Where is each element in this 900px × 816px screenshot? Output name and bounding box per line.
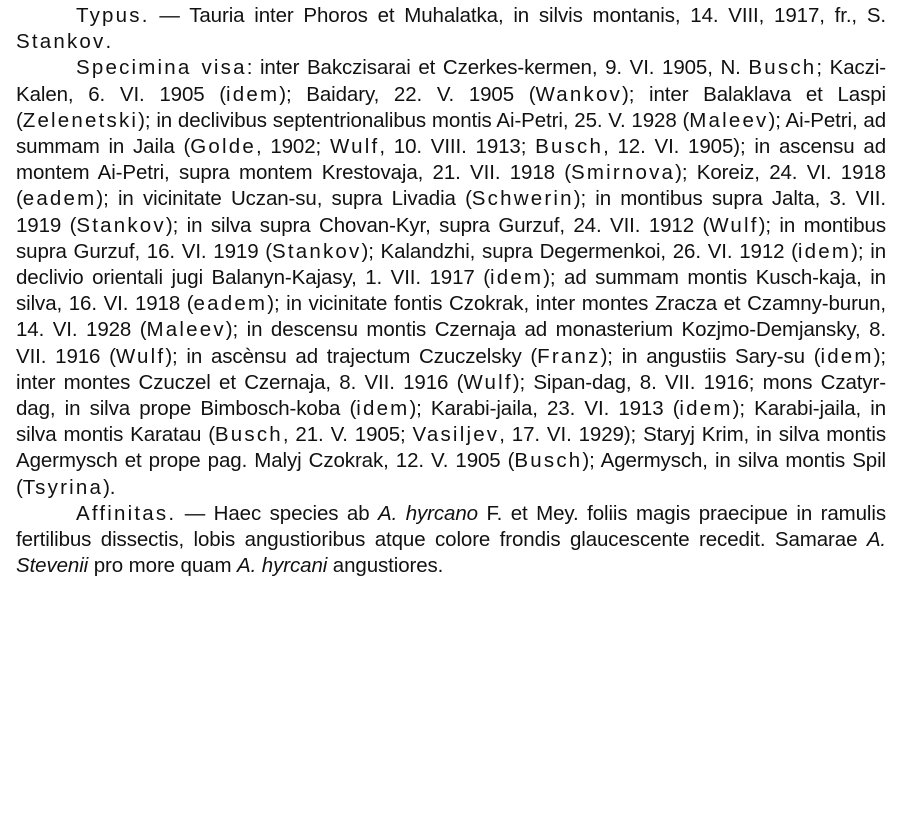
specimina-paragraph xyxy=(16,55,886,500)
spaced-name: Wulf xyxy=(463,370,513,394)
spaced-name: Wulf xyxy=(115,344,166,368)
spaced-name: Maleev xyxy=(146,318,226,342)
text-run: ); in silva supra Chovan-Kyr, supra Gurzuf, 24. VII. 1912 ( xyxy=(165,213,710,237)
text-run: ). xyxy=(103,475,116,499)
spaced-name: idem xyxy=(226,82,280,106)
text-run: pro more quam xyxy=(88,554,238,578)
text-run: ); in declivio orientali jugi Balanyn-Kajasy, 1. VII. 1917 ( xyxy=(16,239,886,290)
text-run: , 12. VI. 1905); in ascensu ad montem Ai-Petri, supra montem Krestovaja, 21. VII. 1918 ( xyxy=(16,135,886,185)
text-run: , 21. V. 1905; xyxy=(282,423,413,447)
spaced-name: Smirnova xyxy=(570,161,676,185)
text-run: ); in angustiis Sary-su ( xyxy=(600,344,821,368)
spaced-name: idem xyxy=(797,239,852,263)
spaced-name: Specimina visa xyxy=(76,56,247,80)
spaced-name: Stankov xyxy=(76,213,166,237)
spaced-name: Affinitas. xyxy=(76,501,177,525)
text-run: , 1902; xyxy=(255,135,330,159)
spaced-name: Tsyrina xyxy=(22,475,104,499)
spaced-name: Stankov xyxy=(271,239,362,263)
italic-taxon: A. hyrcano xyxy=(378,501,478,525)
text-run: ); in montibus supra Jalta, 3. VII. 1919 ( xyxy=(16,187,886,237)
text-run: ); in vicinitate Uczan-su, supra Livadia ( xyxy=(96,187,472,211)
italic-taxon: A. Stevenii xyxy=(16,528,886,578)
text-run: . xyxy=(105,30,112,54)
spaced-name: Wankov xyxy=(535,82,622,106)
spaced-name: Busch xyxy=(514,449,583,473)
spaced-name: eadem xyxy=(22,187,97,211)
spaced-name: Maleev xyxy=(689,108,769,132)
text-run: ); in vicinitate fontis Czokrak, inter montes Zracza et Czamny-burun, 14. VI. 1928 ( xyxy=(16,292,886,342)
text-run: ); Sipan-dag, 8. VII. 1916; mons Czatyr-dag, in silva prope Bimbosch-koba ( xyxy=(16,370,886,421)
spaced-name: Stankov xyxy=(16,30,106,54)
spaced-name: Golde xyxy=(190,135,256,159)
text-run: ); inter montes Czuczel et Czernaja, 8. VII. 1916 ( xyxy=(16,344,887,394)
italic-taxon: A. hyrcani xyxy=(237,554,328,578)
text-run: F. et Mey. foliis magis praecipue in ramulis fertilibus dissectis, lobis angustioribus atque colore frondis glaucescente recedit. Samarae xyxy=(16,501,886,552)
spaced-name: Busch xyxy=(214,423,283,447)
text-run: ); Baidary, 22. V. 1905 ( xyxy=(279,82,536,106)
text-run: ); Agermysch, in silva montis Spil ( xyxy=(16,449,886,499)
spaced-name: idem xyxy=(820,344,874,368)
text-run: ); Kalandzhi, supra Degermenkoi, 26. VI. 1912 ( xyxy=(361,239,798,263)
text-run: angustiores. xyxy=(327,554,444,578)
text-run: , 17. VI. 1929); Staryj Krim, in silva montis Agermysch et prope pag. Malyj Czokrak, 12. V. 1905 ( xyxy=(16,423,886,473)
spaced-name: Zelenetski xyxy=(22,108,139,132)
text-run: ); Karabi-jaila, in silva montis Karatau ( xyxy=(16,397,887,447)
spaced-name: Vasiljev xyxy=(412,423,500,447)
text-run: ); in descensu montis Czernaja ad monasterium Kozjmo-Demjansky, 8. VII. 1916 ( xyxy=(16,318,886,368)
text-run: ); in montibus supra Gurzuf, 16. VI. 1919 ( xyxy=(16,213,887,263)
spaced-name: Wulf xyxy=(329,135,380,159)
text-run: , 10. VIII. 1913; xyxy=(379,135,536,159)
text-run: ); Karabi-jaila, 23. VI. 1913 ( xyxy=(409,397,680,421)
text-run: ; Kaczi-Kalen, 6. VI. 1905 ( xyxy=(16,56,886,106)
spaced-name: idem xyxy=(356,397,410,421)
affinitas-paragraph xyxy=(16,501,886,580)
text-run: ); in ascènsu ad trajectum Czuczelsky ( xyxy=(165,344,538,368)
spaced-name: idem xyxy=(489,266,544,290)
text-run: — Tauria inter Phoros et Muhalatka, in silvis montanis, 14. VIII, 1917, fr., S. xyxy=(149,4,886,27)
text-run: ); in declivibus septentrionalibus montis Ai-Petri, 25. V. 1928 ( xyxy=(138,108,690,132)
typus-paragraph xyxy=(16,3,886,55)
spaced-name: eadem xyxy=(193,292,268,316)
text-run: : inter Bakczisarai et Czerkes-kermen, 9. VI. 1905, N. xyxy=(246,56,749,80)
text-run: — Haec species ab xyxy=(176,501,379,525)
spaced-name: Busch xyxy=(535,135,604,159)
spaced-name: idem xyxy=(679,397,733,421)
spaced-name: Typus. xyxy=(76,4,150,27)
spaced-name: Schwerin xyxy=(471,187,574,211)
text-run: ); inter Balaklava et Laspi ( xyxy=(16,82,886,132)
spaced-name: Busch xyxy=(748,56,817,80)
spaced-name: Franz xyxy=(537,344,601,368)
text-run: ); ad summam montis Kusch-kaja, in silva, 16. VI. 1918 ( xyxy=(16,266,886,316)
text-run: ); Koreiz, 24. VI. 1918 ( xyxy=(16,161,886,211)
spaced-name: Wulf xyxy=(709,213,759,237)
text-run: ); Ai-Petri, ad summam in Jaila ( xyxy=(16,108,886,159)
